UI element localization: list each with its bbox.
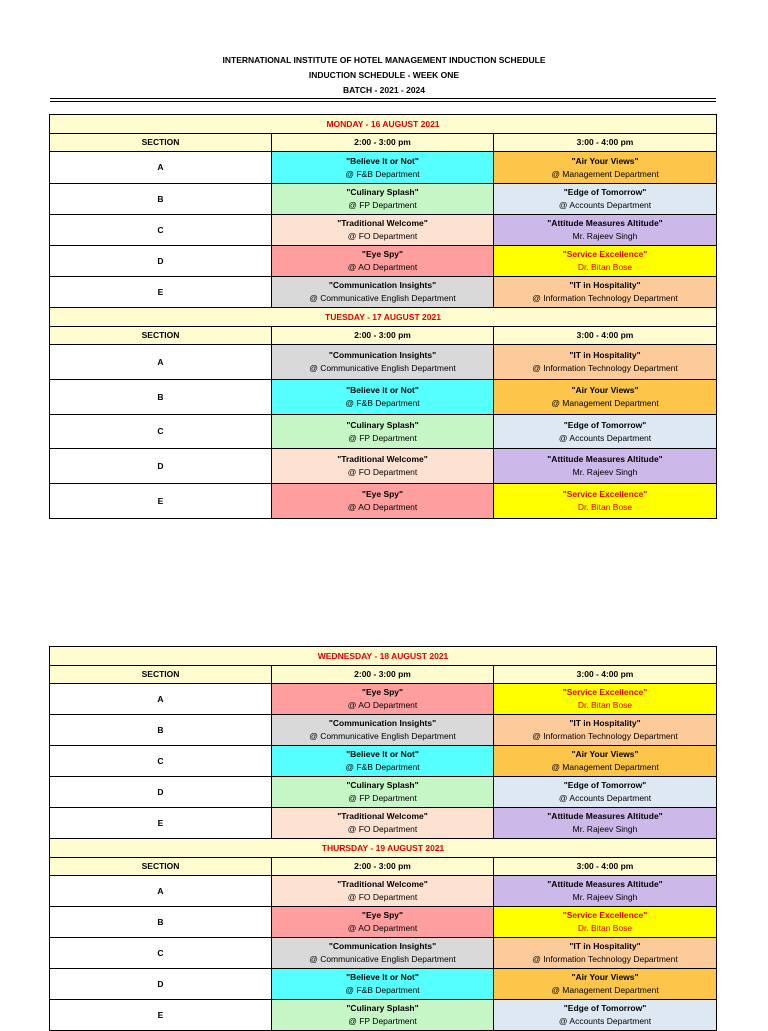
header-row — [50, 327, 717, 345]
table-row — [50, 415, 717, 449]
header-row — [50, 134, 717, 152]
session-venue: Dr. Bitan Bose — [577, 923, 633, 933]
table-row — [50, 1000, 717, 1031]
slot2-session-cell — [494, 808, 717, 839]
slot2-header: 3:00 - 4:00 pm — [494, 134, 717, 152]
slot1-session-cell — [272, 746, 494, 777]
table-row — [50, 938, 717, 969]
slot2-session-cell — [494, 907, 717, 938]
session-venue: Mr. Rajeev Singh — [572, 231, 638, 241]
session-title: "Attitude Measures Altitude" — [547, 879, 663, 889]
session-venue: @ FO Department — [347, 467, 418, 477]
session-title: "Attitude Measures Altitude" — [547, 218, 663, 228]
section-cell: D — [50, 969, 272, 1000]
session-venue: @ Management Department — [551, 985, 659, 995]
session-venue: @ AO Department — [347, 700, 418, 710]
session-title: "Communication Insights" — [328, 280, 437, 290]
table-row — [50, 808, 717, 839]
session-venue: @ Communicative English Department — [309, 293, 456, 303]
session-venue: Dr. Bitan Bose — [577, 502, 633, 512]
section-cell: A — [50, 684, 272, 715]
session-title: "Service Excellence" — [562, 687, 648, 697]
session-title: "Air Your Views" — [571, 749, 639, 759]
header-rule-secondary — [50, 101, 716, 102]
section-cell: B — [50, 184, 272, 215]
session-venue: @ FP Department — [348, 432, 417, 443]
slot1-session-cell — [272, 715, 494, 746]
session-title: "Edge of Tomorrow" — [563, 780, 647, 790]
batch-title: BATCH - 2021 - 2024 — [342, 85, 426, 95]
slot2-session-cell — [494, 415, 717, 449]
slot1-session-cell — [272, 277, 494, 308]
slot2-session-cell — [494, 152, 717, 184]
session-title: "Communication Insights" — [328, 941, 437, 951]
session-title: "Eye Spy" — [361, 489, 404, 499]
session-title: "IT in Hospitality" — [569, 350, 641, 360]
section-cell: A — [50, 345, 272, 380]
slot1-session-cell — [272, 449, 494, 484]
section-cell: C — [50, 938, 272, 969]
institute-title: INTERNATIONAL INSTITUTE OF HOTEL MANAGEMENT INDUCTION SCHEDULE — [222, 55, 546, 65]
slot2-session-cell — [494, 969, 717, 1000]
day-label: TUESDAY - 17 AUGUST 2021 — [50, 308, 717, 327]
session-title: "Traditional Welcome" — [337, 811, 428, 821]
session-title: "Traditional Welcome" — [337, 218, 428, 228]
slot1-header: 2:00 - 3:00 pm — [272, 858, 494, 876]
table-row — [50, 777, 717, 808]
header-row — [50, 666, 717, 684]
session-title: "Attitude Measures Altitude" — [547, 811, 663, 821]
slot2-session-cell — [494, 380, 717, 415]
session-venue: @ FO Department — [347, 892, 418, 902]
slot1-header: 2:00 - 3:00 pm — [272, 666, 494, 684]
session-venue: @ AO Department — [347, 923, 418, 933]
session-venue: Dr. Bitan Bose — [577, 700, 633, 710]
session-title: "IT in Hospitality" — [569, 718, 641, 728]
table-row — [50, 969, 717, 1000]
session-venue: Dr. Bitan Bose — [577, 262, 633, 272]
session-title: "Air Your Views" — [571, 385, 639, 395]
session-venue: @ Management Department — [551, 762, 659, 772]
session-venue: @ F&B Department — [345, 398, 420, 408]
session-title: "Believe It or Not" — [346, 155, 419, 166]
table-row — [50, 684, 717, 715]
slot2-session-cell — [494, 277, 717, 308]
section-cell: A — [50, 152, 272, 184]
table-row — [50, 246, 717, 277]
table-row — [50, 345, 717, 380]
slot2-session-cell — [494, 345, 717, 380]
session-venue: @ Information Technology Department — [532, 954, 678, 964]
slot2-session-cell — [494, 684, 717, 715]
session-title: "Air Your Views" — [571, 972, 639, 982]
schedule-title: INDUCTION SCHEDULE - WEEK ONE — [308, 70, 460, 80]
section-cell: C — [50, 415, 272, 449]
day-label: WEDNESDAY - 18 AUGUST 2021 — [50, 647, 717, 666]
session-title: "Edge of Tomorrow" — [563, 187, 647, 197]
session-venue: @ FP Department — [348, 793, 417, 803]
session-title: "Believe It or Not" — [346, 385, 419, 395]
session-venue: @ Accounts Department — [558, 432, 652, 443]
slot2-session-cell — [494, 184, 717, 215]
document-header — [0, 53, 768, 98]
session-title: "Service Excellence" — [562, 910, 648, 920]
session-venue: @ Communicative English Department — [309, 954, 456, 964]
table-row — [50, 380, 717, 415]
day-row — [50, 115, 717, 134]
session-title: "Service Excellence" — [562, 249, 648, 259]
slot1-session-cell — [272, 380, 494, 415]
schedule-table-week-part-1 — [49, 114, 717, 519]
session-title: "Air Your Views" — [571, 155, 639, 166]
session-title: "Traditional Welcome" — [337, 454, 428, 464]
slot1-session-cell — [272, 415, 494, 449]
session-venue: @ FO Department — [347, 231, 418, 241]
session-venue: @ FP Department — [348, 1016, 417, 1026]
section-cell: C — [50, 746, 272, 777]
table-row — [50, 152, 717, 184]
slot1-header: 2:00 - 3:00 pm — [272, 327, 494, 345]
session-title: "Culinary Splash" — [346, 187, 419, 197]
slot1-session-cell — [272, 184, 494, 215]
section-cell: E — [50, 1000, 272, 1031]
section-cell: E — [50, 808, 272, 839]
day-label: THURSDAY - 19 AUGUST 2021 — [50, 839, 717, 858]
session-title: "Edge of Tomorrow" — [563, 1003, 647, 1013]
section-cell: E — [50, 277, 272, 308]
section-cell: B — [50, 715, 272, 746]
session-venue: @ Communicative English Department — [309, 731, 456, 741]
session-venue: @ F&B Department — [345, 168, 420, 179]
header-row — [50, 858, 717, 876]
slot2-session-cell — [494, 715, 717, 746]
slot1-session-cell — [272, 808, 494, 839]
slot1-session-cell — [272, 938, 494, 969]
slot1-session-cell — [272, 1000, 494, 1031]
slot1-session-cell — [272, 152, 494, 184]
slot1-session-cell — [272, 907, 494, 938]
table-row — [50, 277, 717, 308]
slot2-session-cell — [494, 1000, 717, 1031]
session-title: "Believe It or Not" — [346, 749, 419, 759]
slot2-header: 3:00 - 4:00 pm — [494, 327, 717, 345]
day-row — [50, 308, 717, 327]
session-title: "Traditional Welcome" — [337, 879, 428, 889]
slot2-session-cell — [494, 876, 717, 907]
slot2-header: 3:00 - 4:00 pm — [494, 666, 717, 684]
session-venue: Mr. Rajeev Singh — [572, 892, 638, 902]
session-venue: @ Accounts Department — [558, 793, 652, 803]
session-venue: @ AO Department — [347, 262, 418, 272]
session-venue: @ FP Department — [348, 200, 417, 210]
session-venue: @ Communicative English Department — [309, 363, 456, 373]
session-title: "Culinary Splash" — [346, 1003, 419, 1013]
table-row — [50, 907, 717, 938]
table-row — [50, 876, 717, 907]
session-title: "Believe It or Not" — [346, 972, 419, 982]
slot1-session-cell — [272, 876, 494, 907]
table-row — [50, 184, 717, 215]
session-venue: @ Management Department — [551, 398, 659, 408]
session-venue: @ F&B Department — [345, 762, 420, 772]
session-title: "Eye Spy" — [361, 910, 404, 920]
table-row — [50, 715, 717, 746]
section-cell: E — [50, 484, 272, 519]
session-title: "Communication Insights" — [328, 718, 437, 728]
section-cell: A — [50, 876, 272, 907]
slot2-session-cell — [494, 484, 717, 519]
slot2-session-cell — [494, 246, 717, 277]
section-cell: D — [50, 449, 272, 484]
session-venue: @ Information Technology Department — [532, 363, 678, 373]
slot1-session-cell — [272, 484, 494, 519]
section-header: SECTION — [50, 858, 272, 876]
session-title: "Communication Insights" — [328, 350, 437, 360]
section-header: SECTION — [50, 134, 272, 152]
session-venue: @ Accounts Department — [558, 1016, 652, 1026]
day-row — [50, 839, 717, 858]
slot1-header: 2:00 - 3:00 pm — [272, 134, 494, 152]
session-title: "Service Excellence" — [562, 489, 648, 499]
slot2-header: 3:00 - 4:00 pm — [494, 858, 717, 876]
session-title: "Attitude Measures Altitude" — [547, 454, 663, 464]
session-title: "Edge of Tomorrow" — [563, 419, 647, 430]
session-venue: @ Management Department — [551, 168, 659, 179]
session-venue: Mr. Rajeev Singh — [572, 467, 638, 477]
session-venue: @ Information Technology Department — [532, 293, 678, 303]
section-header: SECTION — [50, 666, 272, 684]
slot1-session-cell — [272, 246, 494, 277]
slot1-session-cell — [272, 969, 494, 1000]
session-title: "Culinary Splash" — [346, 780, 419, 790]
section-cell: D — [50, 246, 272, 277]
slot1-session-cell — [272, 777, 494, 808]
slot2-session-cell — [494, 449, 717, 484]
session-title: "Culinary Splash" — [346, 419, 419, 430]
section-cell: C — [50, 215, 272, 246]
session-title: "IT in Hospitality" — [569, 941, 641, 951]
table-row — [50, 746, 717, 777]
header-rule — [50, 98, 716, 99]
session-title: "Eye Spy" — [361, 249, 404, 259]
table-row — [50, 215, 717, 246]
session-venue: @ Information Technology Department — [532, 731, 678, 741]
schedule-table-week-part-2 — [49, 646, 717, 1031]
slot2-session-cell — [494, 746, 717, 777]
slot2-session-cell — [494, 777, 717, 808]
session-venue: @ Accounts Department — [558, 200, 652, 210]
section-cell: B — [50, 907, 272, 938]
day-row — [50, 647, 717, 666]
section-cell: B — [50, 380, 272, 415]
table-row — [50, 449, 717, 484]
slot1-session-cell — [272, 684, 494, 715]
session-venue: @ F&B Department — [345, 985, 420, 995]
section-cell: D — [50, 777, 272, 808]
slot1-session-cell — [272, 345, 494, 380]
slot2-session-cell — [494, 938, 717, 969]
section-header: SECTION — [50, 327, 272, 345]
session-title: "Eye Spy" — [361, 687, 404, 697]
session-venue: @ AO Department — [347, 502, 418, 512]
session-venue: @ FO Department — [347, 824, 418, 834]
slot1-session-cell — [272, 215, 494, 246]
day-label: MONDAY - 16 AUGUST 2021 — [50, 115, 717, 134]
session-title: "IT in Hospitality" — [569, 280, 641, 290]
session-venue: Mr. Rajeev Singh — [572, 824, 638, 834]
table-row — [50, 484, 717, 519]
slot2-session-cell — [494, 215, 717, 246]
